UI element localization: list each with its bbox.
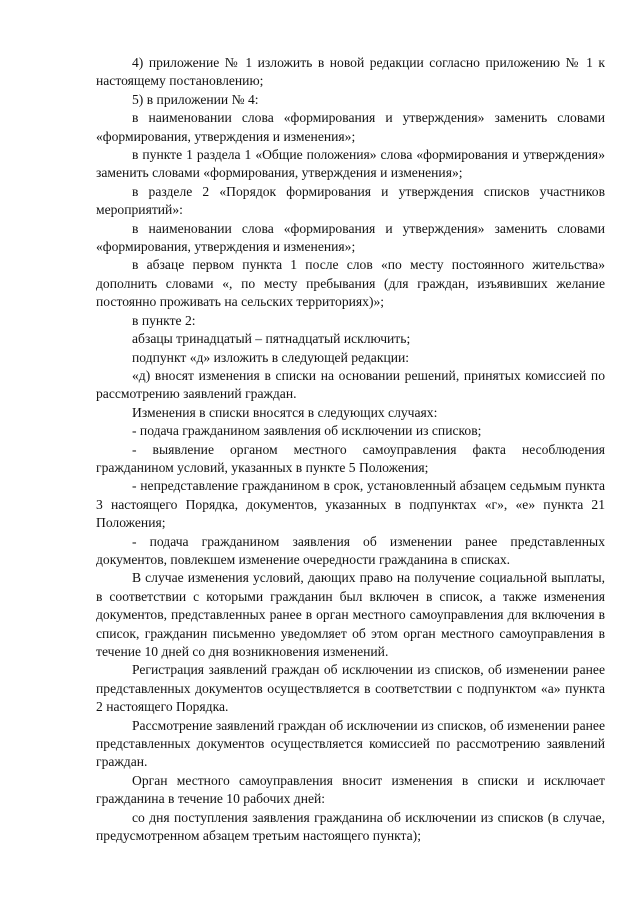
list-item-case-3: - непредставление гражданином в срок, установленный абзацем седьмым пункта 3 настоящего Порядка, документов, указанных в подпунктах «г», «е» пункта 21 Положения; [96, 478, 605, 531]
paragraph-abzacy-exclude: абзацы тринадцатый – пятнадцатый исключить; [132, 331, 411, 347]
list-item-case-4: - подача гражданином заявления об изменении ранее представленных документов, повлекшем изменение очередности гражданина в списках. [96, 533, 605, 567]
paragraph-registration: Регистрация заявлений граждан об исключении из списков, об изменении ранее представленных документов осуществляется в соответствии с подпунктом «а» пункта 2 настоящего Порядка. [96, 662, 605, 715]
paragraph-section1-point1: в пункте 1 раздела 1 «Общие положения» слова «формирования и утверждения» заменить словами «формирования, утверждения и изменения»; [96, 147, 605, 181]
document-page [96, 54, 605, 845]
paragraph-subpoint-d: подпункт «д» изложить в следующей редакции: [132, 349, 410, 365]
paragraph-conditions-change: В случае изменения условий, дающих право на получение социальной выплаты, в соответствии с которыми гражданин был включен в список, а также изменения документов, представленных ранее в орган местного самоуправления для включения в список, гражданин письменно уведомляет об этом орган местного самоуправления в течение 10 дней со дня возникновения изменений. [96, 570, 605, 659]
list-item-case-1: - подача гражданином заявления об исключении из списков; [132, 423, 482, 439]
list-item-case-2: - выявление органом местного самоуправления факта несоблюдения гражданином условий, указанных в пункте 5 Положения; [96, 441, 605, 475]
paragraph-section2-title-rename: в наименовании слова «формирования и утверждения» заменить словами «формирования, утверждения и изменения»; [96, 220, 605, 255]
paragraph-cases-intro: Изменения в списки вносятся в следующих случаях: [132, 404, 438, 420]
paragraph-section2: в разделе 2 «Порядок формирования и утверждения списков участников мероприятий»: [96, 183, 605, 218]
paragraph-consideration: Рассмотрение заявлений граждан об исключении из списков, об изменении ранее представленных документов осуществляется комиссией по рассмотрению заявлений граждан. [96, 717, 605, 770]
paragraph-point1-addition: в абзаце первом пункта 1 после слов «по месту постоянного жительства» дополнить словами «, по месту пребывания (для граждан, изъявивших желание постоянно проживать на сельских территориях)»; [96, 257, 605, 310]
paragraph-item-5: 5) в приложении № 4: [132, 91, 259, 107]
paragraph-point2: в пункте 2: [132, 312, 196, 328]
paragraph-item-4: 4) приложение № 1 изложить в новой редакции согласно приложению № 1 к настоящему постановлению; [96, 55, 605, 89]
paragraph-d-text: «д) вносят изменения в списки на основании решений, принятых комиссией по рассмотрению заявлений граждан. [96, 367, 605, 402]
paragraph-title-rename: в наименовании слова «формирования и утверждения» заменить словами «формирования, утверждения и изменения»; [96, 110, 605, 144]
paragraph-from-receipt: со дня поступления заявления гражданина об исключении из списков (в случае, предусмотренном абзацем третьим настоящего пункта); [96, 809, 605, 844]
paragraph-authority-changes: Орган местного самоуправления вносит изменения в списки и исключает гражданина в течение 10 рабочих дней: [96, 772, 605, 807]
